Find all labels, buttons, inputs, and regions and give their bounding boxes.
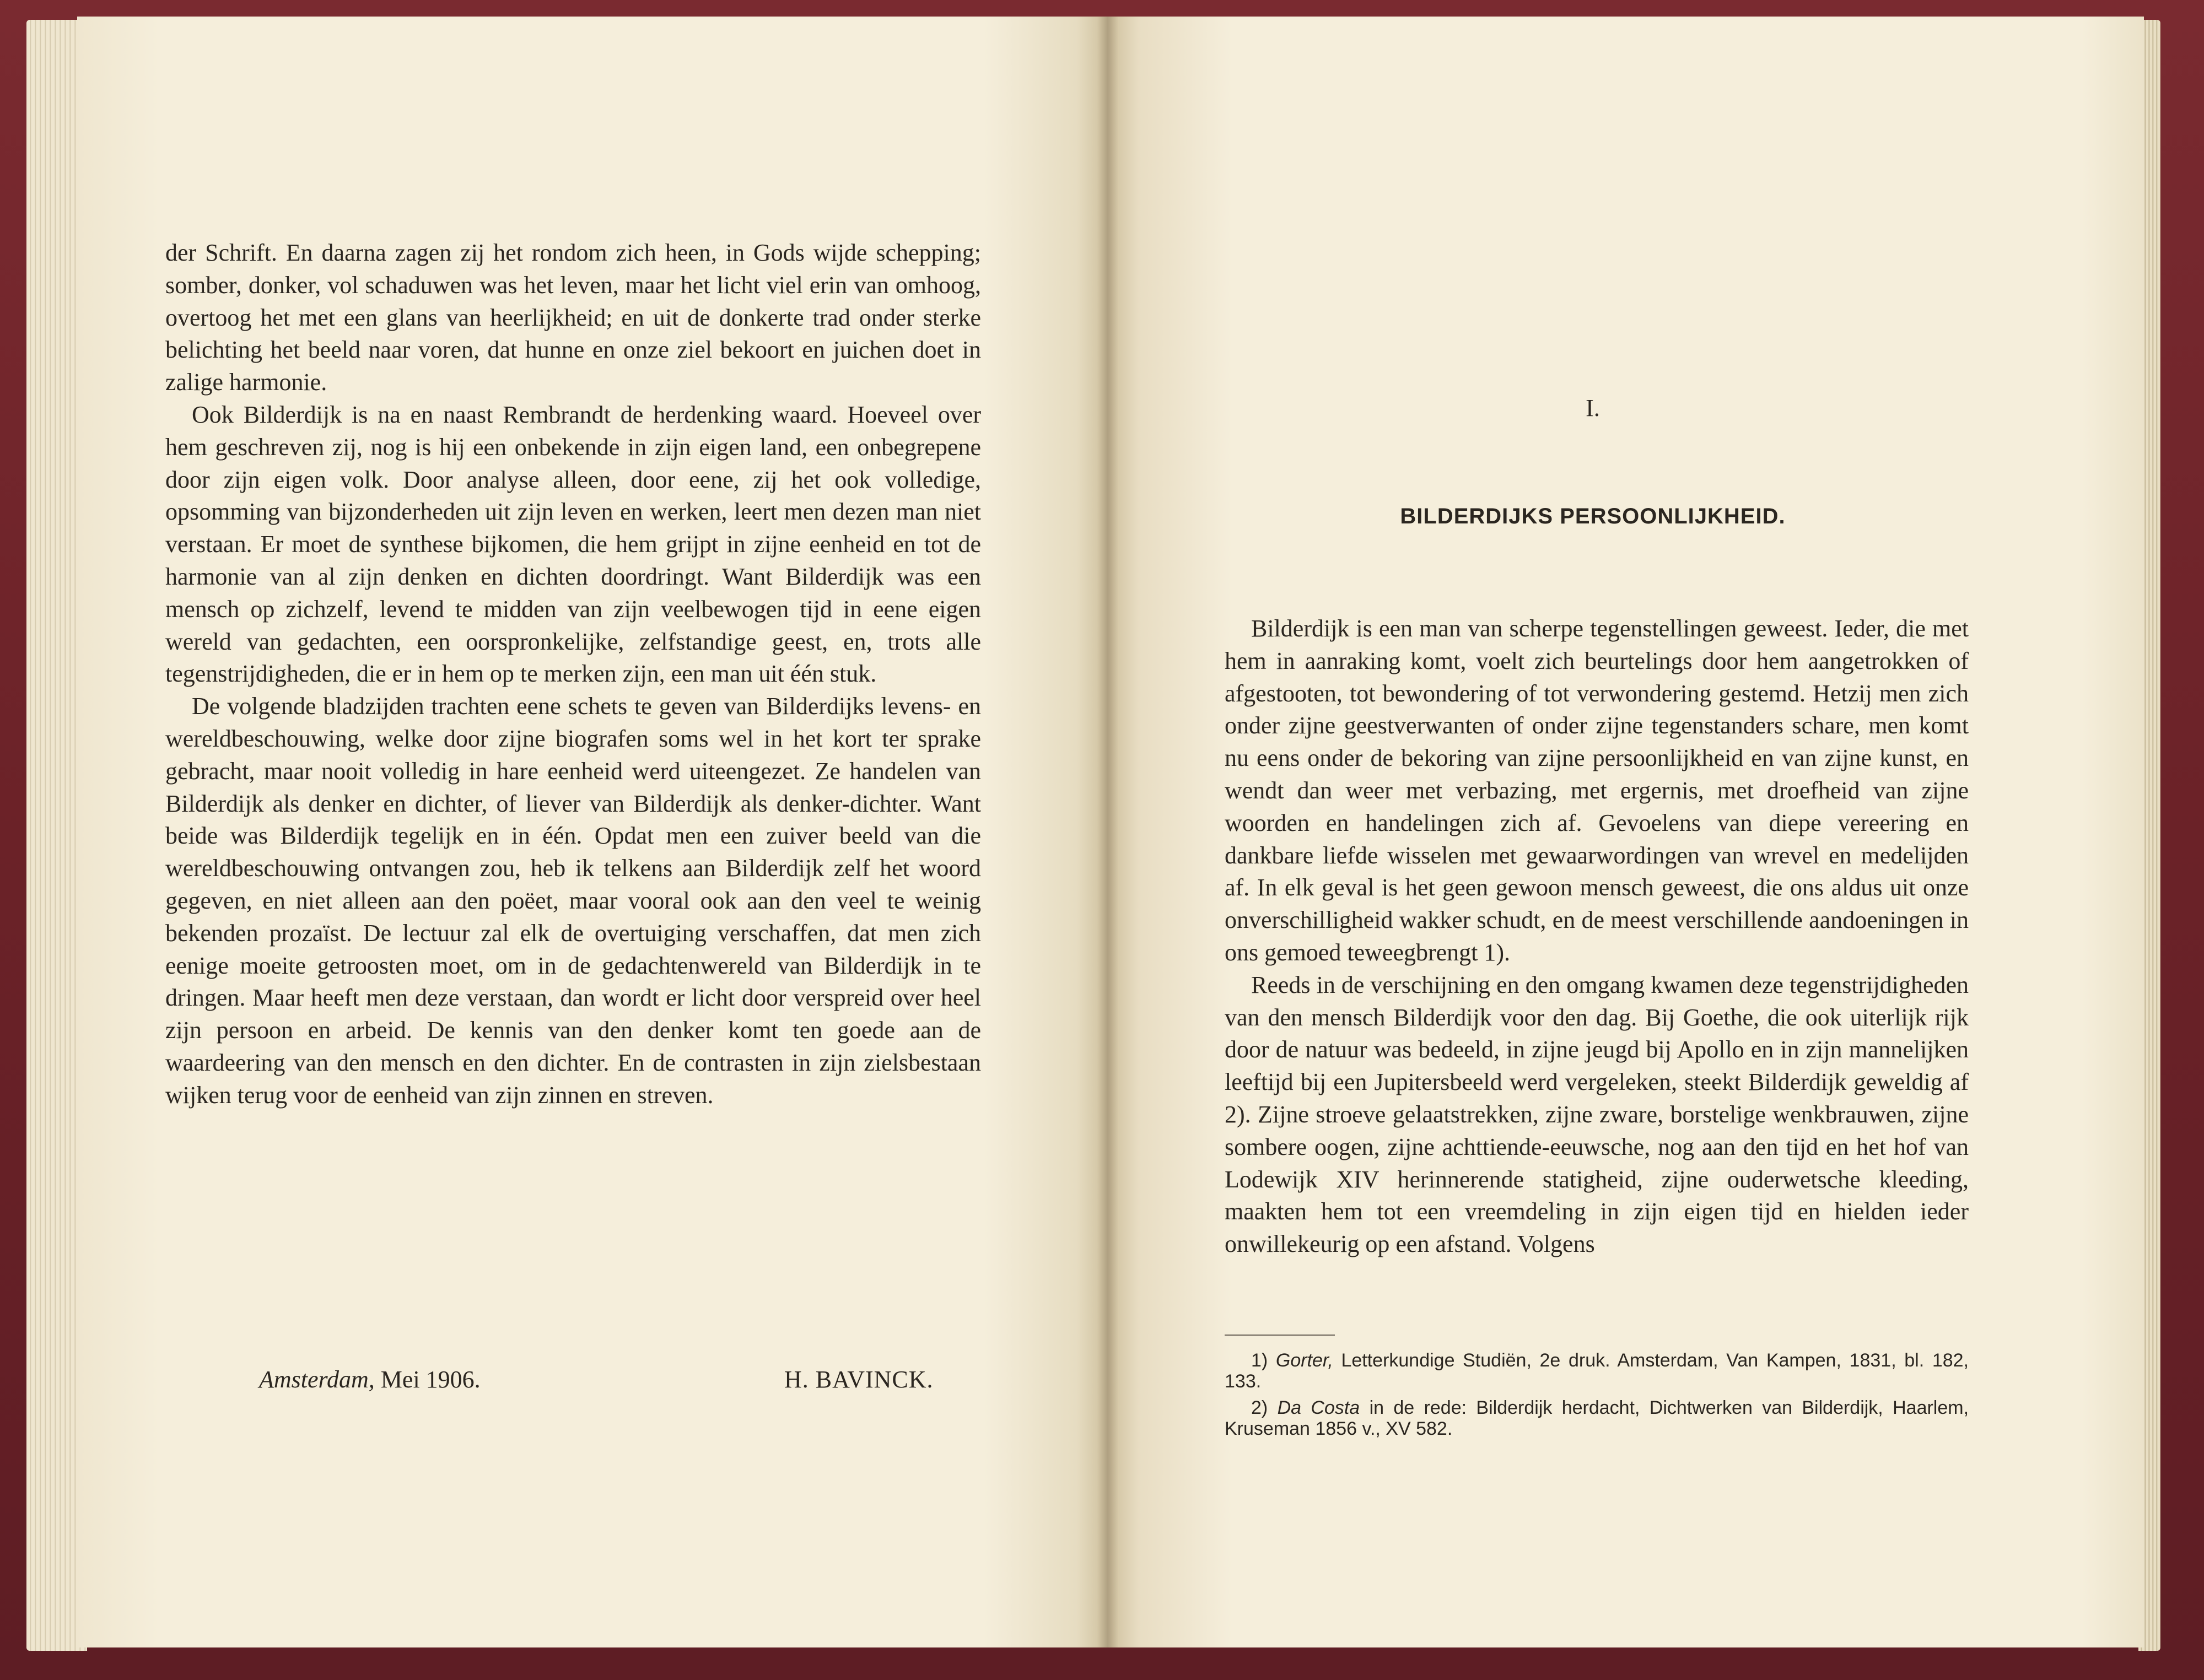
footnote-2-author: Da Costa (1277, 1397, 1360, 1418)
note-ref-2: 2). (1225, 1100, 1251, 1128)
footnote-2-marker: 2) (1251, 1397, 1268, 1418)
book-gutter (1097, 17, 1119, 1647)
left-paragraph-1: der Schrift. En daarna zagen zij het rondom zich heen, in Gods wijde schepping; somber, donker, vol schaduwen was het leven, maar het licht viel erin van omhoog, overtoog het met een glans van heerlijkheid; en uit de donkerte trad onder sterke belichting het beeld naar voren, dat hunne en onze ziel bekoort en juichen doet in zalige harmonie. (165, 239, 981, 396)
place-date (259, 1365, 481, 1393)
signature-place: Amsterdam, (259, 1366, 375, 1393)
footnote-1 (1225, 1350, 1969, 1392)
footnote-1-text: Letterkundige Studiën, 2e druk. Amsterdam, Van Kampen, 1831, bl. 182, 133. (1225, 1350, 1969, 1392)
right-paragraph-2 (1225, 969, 1969, 1261)
left-paragraph-2: Ook Bilderdijk is na en naast Rembrandt de herdenking waard. Hoeveel over hem geschreven zij, nog is hij een onbekende in zijn eigen land, een onbegrepene door zijn eigen volk. Door analyse alleen, door eene, zij het ook volledige, opsomming van bijzonderheden uit zijn leven en werken, leert men dezen man niet verstaan. Er moet de synthese bijkomen, die hem grijpt in zijne eenheid en tot de harmonie van al zijn denken en dichten doordringt. Want Bilderdijk was een mensch op zichzelf, levend te midden van zijn veelbewogen tijd in eene eigen wereld van gedachten, een oorspronkelijke, zelfstandige geest, en, trots alle tegenstrijdigheden, die er in hem op te merken zijn, een man uit één stuk. (165, 401, 981, 688)
footnote-1-author: Gorter, (1275, 1350, 1333, 1371)
left-paragraph-3: De volgende bladzijden trachten eene schets te geven van Bilderdijks levens- en wereldbeschouwing, welke door zijne biografen soms wel in het kort ter sprake gebracht, maar nooit volledig in hare eenheid werd uiteengezet. Ze handelen van Bilderdijk als denker en dichter, of liever van Bilderdijk als denker-dichter. Want beide was Bilderdijk tegelijk en in één. Opdat men een zuiver beeld van die wereldbeschouwing ontvangen zou, heb ik telkens aan Bilderdijk zelf het woord gegeven, en niet alleen aan den poëet, maar vooral ook aan den veel te weinig bekenden prozaïst. De lectuur zal elk de overtuiging verschaffen, dat men zich eenige moeite getroosten moet, om in de gedachtenwereld van Bilderdijk in te dringen. Maar heeft men deze verstaan, dan wordt er licht door verspreid over heel zijn persoon en arbeid. De kennis van den denker komt ten goede aan de waardeering van den mensch en den dichter. En de contrasten in zijn zielsbestaan wijken terug voor de eenheid van zijn zinnen en streven. (165, 693, 981, 1109)
footnote-2 (1225, 1397, 1969, 1439)
footnote-1-marker: 1) (1251, 1350, 1268, 1371)
right-paragraph-2-text-b: Zijne stroeve gelaatstrekken, zijne zware, borstelige wenkbrauwen, zijne sombere oogen, zijne achttiende-eeuwsche, nog aan den tijd en het hof van Lodewijk XIV herinnerende statigheid, zijne ouderwetsche kleeding, maakten hem tot een vreemdeling in zijn eigen tijd en hielden ieder onwillekeurig op een afstand. Volgens (1225, 1100, 1969, 1258)
right-paragraph-2-text-a: Reeds in de verschijning en den omgang kwamen deze tegenstrijdigheden van den mensch Bilderdijk voor den dag. Bij Goethe, die ook uiterlijk rijk door de natuur was bedeeld, in zijne jeugd bij Apollo en in zijn mannelijken leeftijd bij een Jupitersbeeld werd vergeleken, steekt Bilderdijk geweldig af (1225, 971, 1969, 1096)
signature-date: Mei 1906. (380, 1366, 481, 1393)
chapter-number: I. (1586, 395, 1600, 422)
footnote-2-text: in de rede: Bilderdijk herdacht, Dichtwerken van Bilderdijk, Haarlem, Kruseman 1856 v., XV 582. (1225, 1397, 1969, 1439)
right-page-body (1225, 613, 1969, 1261)
preface-signature (165, 1365, 981, 1404)
signature-author: H. BAVINCK. (784, 1366, 934, 1393)
right-paragraph-1 (1225, 613, 1969, 969)
chapter-title: BILDERDIJKS PERSOONLIJKHEID. (1400, 504, 1786, 528)
footnotes (1225, 1350, 1969, 1445)
footnote-rule (1225, 1335, 1335, 1336)
note-ref-1: 1). (1484, 938, 1511, 966)
left-page-body (165, 237, 981, 1112)
right-paragraph-1-text: Bilderdijk is een man van scherpe tegenstellingen geweest. Ieder, die met hem in aanraking komt, voelt zich beurtelings door hem aangetrokken of afgestooten, tot bewondering of tot verwondering gestemd. Hetzij men zich onder zijne geestverwanten of onder zijne tegenstanders schare, men komt nu eens onder de bekoring van zijne persoonlijkheid en van zijne kunst, en wendt dan weer met verbazing, met ergernis, met droefheid van zijne woorden en handelingen zich af. Gevoelens van diepe vereering en dankbare liefde wisselen met gewaarwordingen van wrevel en medelijden af. In elk geval is het geen gewoon mensch geweest, die ons aldus uit onze onverschilligheid wakker schudt, en de meest verschillende aandoeningen in ons gemoed teweegbrengt (1225, 615, 1969, 966)
